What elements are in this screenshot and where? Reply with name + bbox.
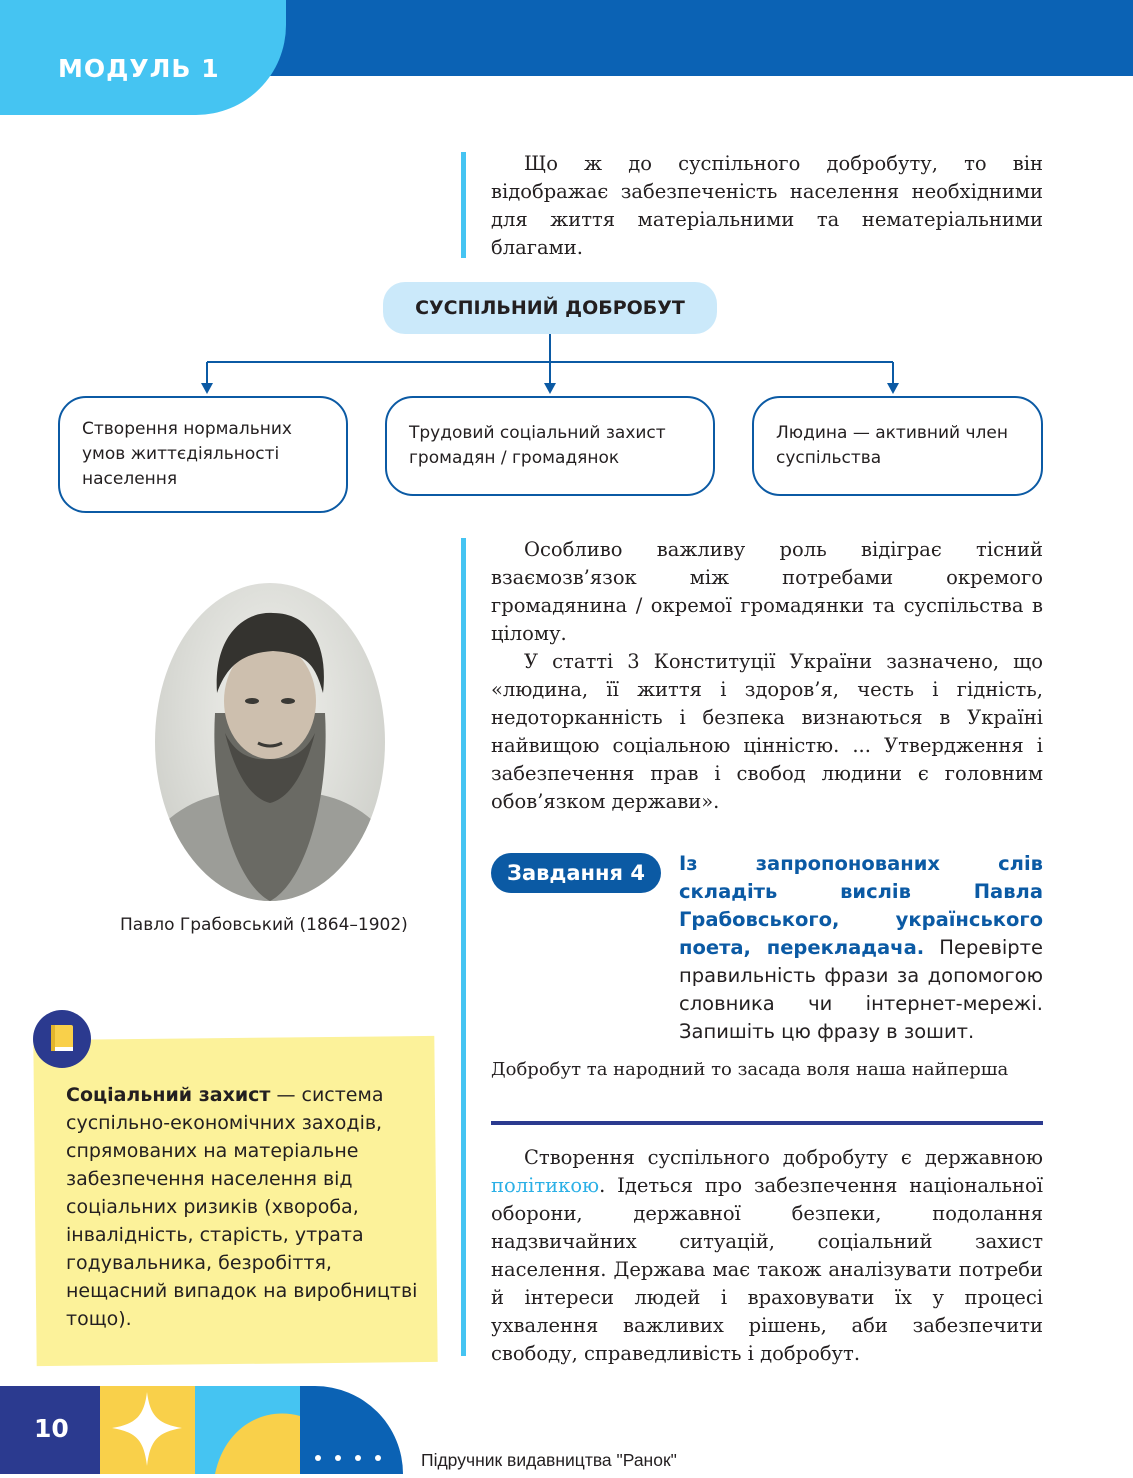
book-icon (33, 1010, 91, 1068)
task-words: Добробут та народний то засада воля наша найперша (491, 1059, 1009, 1080)
task-text (679, 850, 1043, 1046)
task-instruction: Перевірте правильність фрази за допомогою словника чи інтернет-мережі. Запишіть цю фразу в зошит. (679, 936, 1043, 1043)
publisher-credit: Підручник видавництва "Ранок" (421, 1450, 677, 1470)
leaf-icon (195, 1386, 300, 1474)
final-paragraph-start: Створення суспільного добробуту є державною (524, 1146, 1043, 1169)
dots-decoration (300, 1386, 403, 1474)
final-paragraph-rest: . Ідеться про забезпечення національної оборони, державної безпеки, подолання надзвичайних ситуацій, соціальний захист населення. Держава має також аналізувати потреби й інтереси людей і враховувати їх у процесі ухвалення важливих рішень, аби забезпечити свободу, справедливість і добробут. (491, 1174, 1043, 1365)
final-paragraph (491, 1144, 1043, 1368)
definition-term: Соціальний захист (66, 1084, 271, 1106)
module-label: МОДУЛЬ 1 (58, 54, 220, 83)
definition-text (66, 1081, 422, 1333)
task-badge: Завдання 4 (491, 853, 661, 893)
diagram-box-labor-protection: Трудовий соціальний захист громадян / громадянок (385, 396, 715, 496)
page-number: 10 (34, 1414, 69, 1443)
glossary-link-policy[interactable]: політикою (491, 1174, 600, 1197)
portrait-image (155, 583, 385, 901)
task-instruction-bold: Із запропонованих слів складіть вислів Павла Грабовського, українського поета, перекладача. (679, 852, 1043, 959)
paragraph-relationship: Особливо важливу роль відіграє тісний взаємозв’язок між потребами окремого громадянина / окремої громадянки та суспільства в цілому. (491, 538, 1043, 645)
diagram-box-active-citizen: Людина — активний член суспільства (752, 396, 1043, 496)
definition-body: — система суспільно-економічних заходів, спрямованих на матеріальне забезпечення населення від соціальних ризиків (хвороба, інвалідність, старість, утрата годувальника, безробіття, нещасний випадок на виробництві тощо). (66, 1084, 418, 1330)
content-bar (461, 538, 466, 1356)
diagram-box-conditions: Створення нормальних умов життєдіяльності населення (58, 396, 348, 513)
paragraph-constitution: У статті 3 Конституції України зазначено, що «людина, її життя і здоров’я, честь і гідність, недоторканність і безпека визнаються в Україні найвищою соціальною цінністю. ... Утвердження і забезпечення прав і свобод людини є головним обов’язком держави». (491, 650, 1043, 813)
intro-paragraph: Що ж до суспільного добробуту, то він відображає забезпеченість населення необхідними для життя матеріальними та нематеріальними благами. (491, 152, 1043, 259)
divider-line (491, 1121, 1043, 1125)
sparkle-star-icon (100, 1386, 195, 1474)
diagram-title: СУСПІЛЬНИЙ ДОБРОБУТ (383, 282, 717, 334)
portrait-caption: Павло Грабовський (1864–1902) (120, 915, 408, 935)
diagram-connectors (0, 0, 1133, 400)
